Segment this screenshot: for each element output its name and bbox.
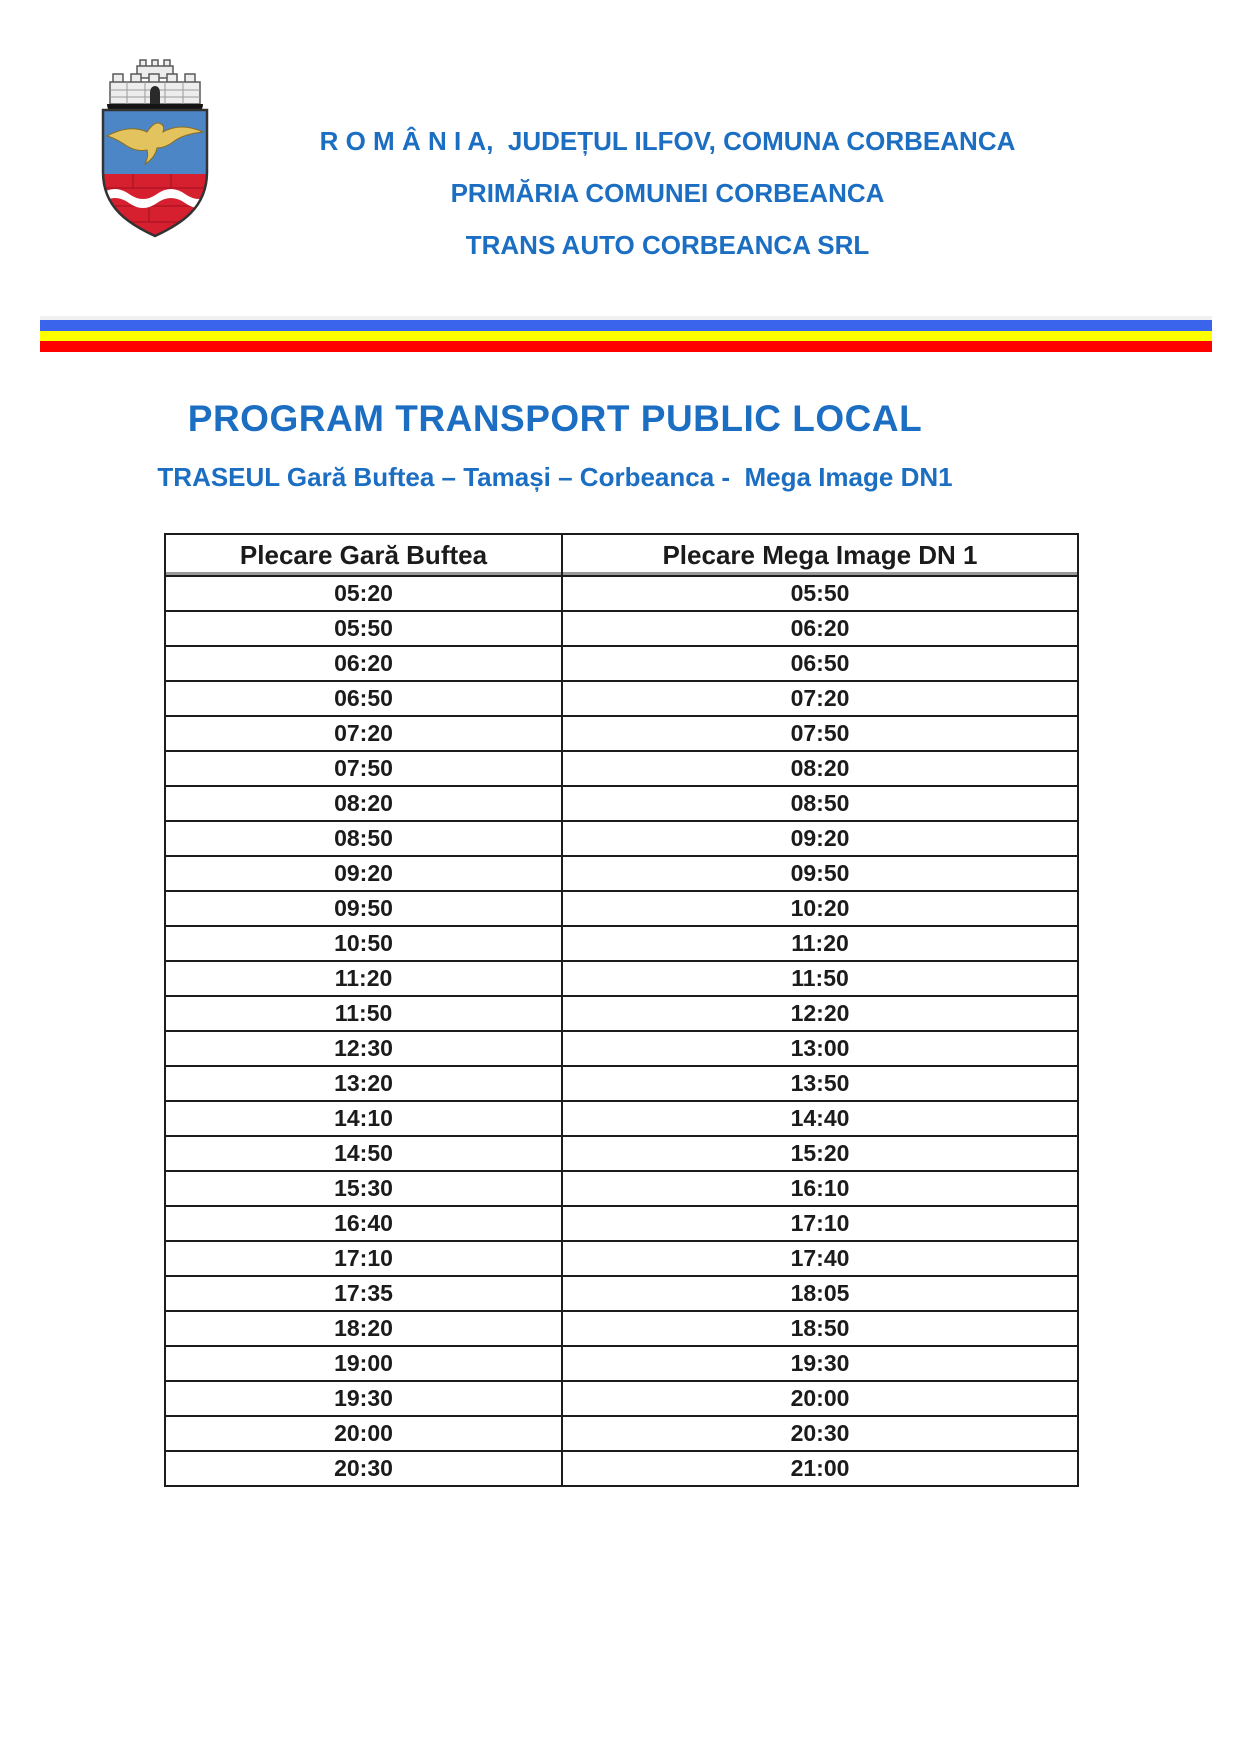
table-row bbox=[165, 1206, 1078, 1241]
table-header-row bbox=[165, 534, 1078, 576]
time-cell: 20:00 bbox=[165, 1416, 562, 1451]
flag-red-band bbox=[40, 341, 1212, 352]
table-row bbox=[165, 856, 1078, 891]
time-cell: 14:50 bbox=[165, 1136, 562, 1171]
time-cell: 14:40 bbox=[562, 1101, 1078, 1136]
table-row bbox=[165, 926, 1078, 961]
time-cell: 06:20 bbox=[165, 646, 562, 681]
operator-line: TRANS AUTO CORBEANCA SRL bbox=[465, 230, 870, 260]
table-row bbox=[165, 821, 1078, 856]
table-row bbox=[165, 1276, 1078, 1311]
time-cell: 19:30 bbox=[562, 1346, 1078, 1381]
time-cell: 10:20 bbox=[562, 891, 1078, 926]
table-row bbox=[165, 1346, 1078, 1381]
time-cell: 11:50 bbox=[562, 961, 1078, 996]
table-row bbox=[165, 1101, 1078, 1136]
table-row bbox=[165, 891, 1078, 926]
time-cell: 19:00 bbox=[165, 1346, 562, 1381]
table-row bbox=[165, 1031, 1078, 1066]
time-cell: 11:50 bbox=[165, 996, 562, 1031]
time-cell: 17:10 bbox=[165, 1241, 562, 1276]
time-cell: 08:20 bbox=[562, 751, 1078, 786]
table-row bbox=[165, 1171, 1078, 1206]
time-cell: 06:20 bbox=[562, 611, 1078, 646]
country-county-line: R O M Â N I A, JUDEȚUL ILFOV, COMUNA CORBEANCA bbox=[319, 126, 1016, 156]
time-cell: 15:20 bbox=[562, 1136, 1078, 1171]
column-header-gara-buftea: Plecare Gară Buftea bbox=[165, 534, 562, 576]
time-cell: 08:50 bbox=[562, 786, 1078, 821]
time-cell: 18:50 bbox=[562, 1311, 1078, 1346]
table-row bbox=[165, 681, 1078, 716]
time-cell: 13:20 bbox=[165, 1066, 562, 1101]
table-row bbox=[165, 1416, 1078, 1451]
time-cell: 19:30 bbox=[165, 1381, 562, 1416]
time-cell: 07:50 bbox=[562, 716, 1078, 751]
time-cell: 16:40 bbox=[165, 1206, 562, 1241]
flag-blue-band bbox=[40, 320, 1212, 331]
time-cell: 11:20 bbox=[165, 961, 562, 996]
institution-header bbox=[150, 126, 1185, 260]
table-row bbox=[165, 996, 1078, 1031]
time-cell: 11:20 bbox=[562, 926, 1078, 961]
schedule-rows bbox=[165, 576, 1078, 1486]
flag-divider bbox=[40, 316, 1212, 352]
table-row bbox=[165, 646, 1078, 681]
time-cell: 20:30 bbox=[562, 1416, 1078, 1451]
table-row bbox=[165, 961, 1078, 996]
time-cell: 13:50 bbox=[562, 1066, 1078, 1101]
table-row bbox=[165, 1241, 1078, 1276]
column-header-mega-image: Plecare Mega Image DN 1 bbox=[562, 534, 1078, 576]
table-row bbox=[165, 716, 1078, 751]
city-hall-line: PRIMĂRIA COMUNEI CORBEANCA bbox=[450, 178, 885, 208]
route-subtitle: TRASEUL Gară Buftea – Tamași – Corbeanca - Mega Image DN1 bbox=[157, 462, 953, 492]
time-cell: 20:00 bbox=[562, 1381, 1078, 1416]
table-row bbox=[165, 1066, 1078, 1101]
table-row bbox=[165, 1451, 1078, 1486]
time-cell: 05:50 bbox=[562, 576, 1078, 611]
page-title: PROGRAM TRANSPORT PUBLIC LOCAL bbox=[187, 398, 923, 439]
table-row bbox=[165, 751, 1078, 786]
timetable bbox=[164, 533, 1077, 1487]
time-cell: 18:20 bbox=[165, 1311, 562, 1346]
time-cell: 09:50 bbox=[562, 856, 1078, 891]
time-cell: 14:10 bbox=[165, 1101, 562, 1136]
schedule-table bbox=[164, 533, 1079, 1487]
time-cell: 09:20 bbox=[165, 856, 562, 891]
table-row bbox=[165, 786, 1078, 821]
table-row bbox=[165, 576, 1078, 611]
time-cell: 13:00 bbox=[562, 1031, 1078, 1066]
table-row bbox=[165, 1136, 1078, 1171]
time-cell: 16:10 bbox=[562, 1171, 1078, 1206]
time-cell: 06:50 bbox=[562, 646, 1078, 681]
table-row bbox=[165, 1381, 1078, 1416]
time-cell: 12:20 bbox=[562, 996, 1078, 1031]
time-cell: 10:50 bbox=[165, 926, 562, 961]
time-cell: 09:50 bbox=[165, 891, 562, 926]
table-row bbox=[165, 1311, 1078, 1346]
time-cell: 21:00 bbox=[562, 1451, 1078, 1486]
time-cell: 09:20 bbox=[562, 821, 1078, 856]
time-cell: 06:50 bbox=[165, 681, 562, 716]
time-cell: 17:35 bbox=[165, 1276, 562, 1311]
time-cell: 07:20 bbox=[562, 681, 1078, 716]
table-row bbox=[165, 611, 1078, 646]
time-cell: 08:50 bbox=[165, 821, 562, 856]
time-cell: 17:40 bbox=[562, 1241, 1078, 1276]
time-cell: 05:20 bbox=[165, 576, 562, 611]
time-cell: 15:30 bbox=[165, 1171, 562, 1206]
time-cell: 17:10 bbox=[562, 1206, 1078, 1241]
time-cell: 07:50 bbox=[165, 751, 562, 786]
flag-yellow-band bbox=[40, 331, 1212, 341]
time-cell: 20:30 bbox=[165, 1451, 562, 1486]
time-cell: 08:20 bbox=[165, 786, 562, 821]
time-cell: 07:20 bbox=[165, 716, 562, 751]
time-cell: 12:30 bbox=[165, 1031, 562, 1066]
time-cell: 18:05 bbox=[562, 1276, 1078, 1311]
time-cell: 05:50 bbox=[165, 611, 562, 646]
